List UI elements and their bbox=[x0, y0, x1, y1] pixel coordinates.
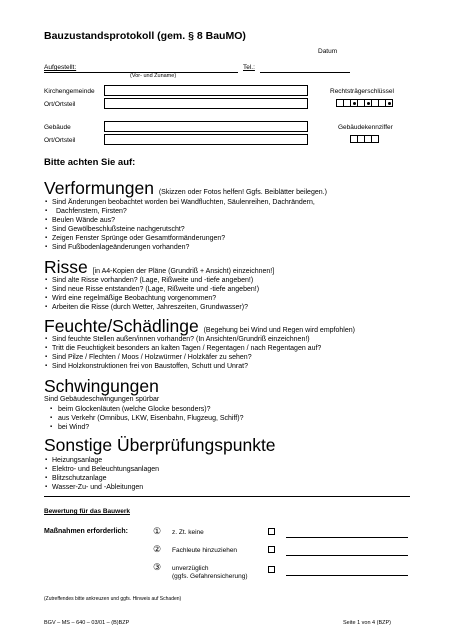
ort-label-2: Ort/Ortsteil bbox=[44, 137, 76, 144]
list-item: ▪ Tritt die Feuchtigkeit besonders an kalten Tagen / Regentagen / nach Regentagen auf? bbox=[44, 344, 321, 353]
list-item: ▪ Elektro- und Beleuchtungsanlagen bbox=[44, 465, 159, 474]
option-2-number: ② bbox=[153, 544, 162, 554]
option-1-label: z. Zt. keine bbox=[172, 529, 204, 536]
option-1-number: ① bbox=[153, 526, 162, 536]
list-item: ▪ Sind Änderungen beobachtet worden bei Wandfluchten, Säulenreihen, Dachrändern, bbox=[44, 198, 315, 207]
schwingungen-intro: Sind Gebäudeschwingungen spürbar bbox=[44, 396, 160, 403]
risse-note: [in A4-Kopien der Pläne (Grundriß + Ansicht) einzeichnen!] bbox=[92, 268, 275, 275]
page-number: Seite 1 von 4 (BZP) bbox=[343, 620, 391, 626]
option-3-number: ③ bbox=[153, 562, 162, 572]
kirchengemeinde-field[interactable] bbox=[104, 85, 308, 96]
gebaeude-field[interactable] bbox=[104, 121, 308, 132]
rechtstraeger-label: Rechtsträgerschlüssel bbox=[330, 88, 394, 95]
list-item: ▪ Dachfenstern, Firsten? bbox=[44, 207, 315, 216]
list-item: ▪ Arbeiten die Risse (durch Wetter, Jahreszeiten, Grundwasser)? bbox=[44, 303, 259, 312]
intro-text: Bitte achten Sie auf: bbox=[44, 157, 136, 168]
name-hint: (Vor- und Zuname) bbox=[130, 73, 177, 79]
list-item: ▪ Sind Pilze / Flechten / Moos / Holzwürmer / Holzkäfer zu sehen? bbox=[44, 353, 321, 362]
divider bbox=[44, 496, 410, 497]
option-2-label: Fachleute hinzuziehen bbox=[172, 547, 238, 554]
list-item: ▪ Wird eine regelmäßige Beobachtung vorgenommen? bbox=[44, 294, 259, 303]
list-item: ▪ Sind alte Risse vorhanden? (Lage, Rißweite und -tiefe angeben!) bbox=[44, 276, 259, 285]
sonstige-heading: Sonstige Überprüfungspunkte bbox=[44, 435, 276, 455]
sonstige-list bbox=[44, 456, 159, 492]
tel-label: Tel.: bbox=[243, 64, 255, 71]
ort-field-1[interactable] bbox=[104, 98, 308, 109]
risse-list bbox=[44, 276, 259, 312]
list-item: ▪ Sind feuchte Stellen außen/innen vorhanden? (In Ansichten/Grundriß einzeichnen!) bbox=[44, 335, 321, 344]
list-item: ▪ Sind Gewölbeschlußsteine nachgerutscht? bbox=[44, 225, 315, 234]
gebaeudekennziffer-boxes[interactable] bbox=[350, 135, 378, 143]
kirchengemeinde-label: Kirchengemeinde bbox=[44, 88, 95, 95]
list-item: ▪ Wasser-Zu- und -Ableitungen bbox=[44, 483, 159, 492]
schwingungen-list bbox=[44, 405, 243, 432]
footnote: (Zutreffendes bitte ankreuzen und ggfs. Hinweis auf Schaden) bbox=[44, 596, 182, 602]
ort-field-2[interactable] bbox=[104, 134, 308, 145]
risse-heading: Risse bbox=[44, 257, 88, 277]
verformungen-heading: Verformungen bbox=[44, 178, 154, 198]
schwingungen-heading: Schwingungen bbox=[44, 376, 159, 396]
option-2-line[interactable] bbox=[286, 555, 408, 556]
list-item: ▪ beim Glockenläuten (welche Glocke besonders)? bbox=[44, 405, 243, 414]
list-item: ▪ Sind neue Risse entstanden? (Lage, Rißweite und -tiefe angeben!) bbox=[44, 285, 259, 294]
list-item: ▪ Blitzschutzanlage bbox=[44, 474, 159, 483]
rechtstraeger-boxes[interactable] bbox=[336, 99, 392, 107]
gebaeude-label: Gebäude bbox=[44, 124, 71, 131]
option-1-checkbox[interactable] bbox=[268, 528, 275, 535]
list-item: ▪ Sind Fußbodenlageänderungen vorhanden? bbox=[44, 243, 315, 252]
feuchte-list bbox=[44, 335, 321, 371]
list-item: ▪ Sind Holzkonstruktionen frei von Baustoffen, Schutt und Unrat? bbox=[44, 362, 321, 371]
option-3-line[interactable] bbox=[286, 575, 408, 576]
verformungen-list bbox=[44, 198, 315, 253]
option-3-label: unverzüglich bbox=[172, 565, 209, 572]
option-3-sublabel: (ggfs. Gefahrensicherung) bbox=[172, 573, 248, 580]
list-item: ▪ Heizungsanlage bbox=[44, 456, 159, 465]
bewertung-title: Bewertung für das Bauwerk bbox=[44, 508, 130, 515]
ort-label-1: Ort/Ortsteil bbox=[44, 101, 76, 108]
option-1-line[interactable] bbox=[286, 537, 408, 538]
datum-label: Datum bbox=[318, 48, 338, 55]
form-title: Bauzustandsprotokoll (gem. § 8 BauMO) bbox=[44, 30, 246, 42]
list-item: ▪ Beulen Wände aus? bbox=[44, 216, 315, 225]
tel-field[interactable] bbox=[260, 72, 350, 73]
verformungen-note: (Skizzen oder Fotos helfen! Ggfs. Beiblätter beilegen.) bbox=[158, 189, 327, 196]
option-2-checkbox[interactable] bbox=[268, 546, 275, 553]
footer-code: BGV – MS – 640 – 03/01 – (B)BZP bbox=[44, 620, 130, 626]
list-item: ▪ aus Verkehr (Omnibus, LKW, Eisenbahn, Flugzeug, Schiff)? bbox=[44, 414, 243, 423]
massnahmen-label: Maßnahmen erforderlich: bbox=[44, 528, 129, 535]
gebaeudekennziffer-label: Gebäudekennziffer bbox=[338, 124, 393, 131]
aufgestellt-label: Aufgestellt: bbox=[44, 64, 77, 71]
list-item: ▪ bei Wind? bbox=[44, 423, 243, 432]
option-3-checkbox[interactable] bbox=[268, 566, 275, 573]
feuchte-heading: Feuchte/Schädlinge bbox=[44, 316, 199, 336]
list-item: ▪ Zeigen Fenster Sprünge oder Gesamtformänderungen? bbox=[44, 234, 315, 243]
feuchte-note: (Begehung bei Wind und Regen wird empfohlen) bbox=[203, 327, 355, 334]
